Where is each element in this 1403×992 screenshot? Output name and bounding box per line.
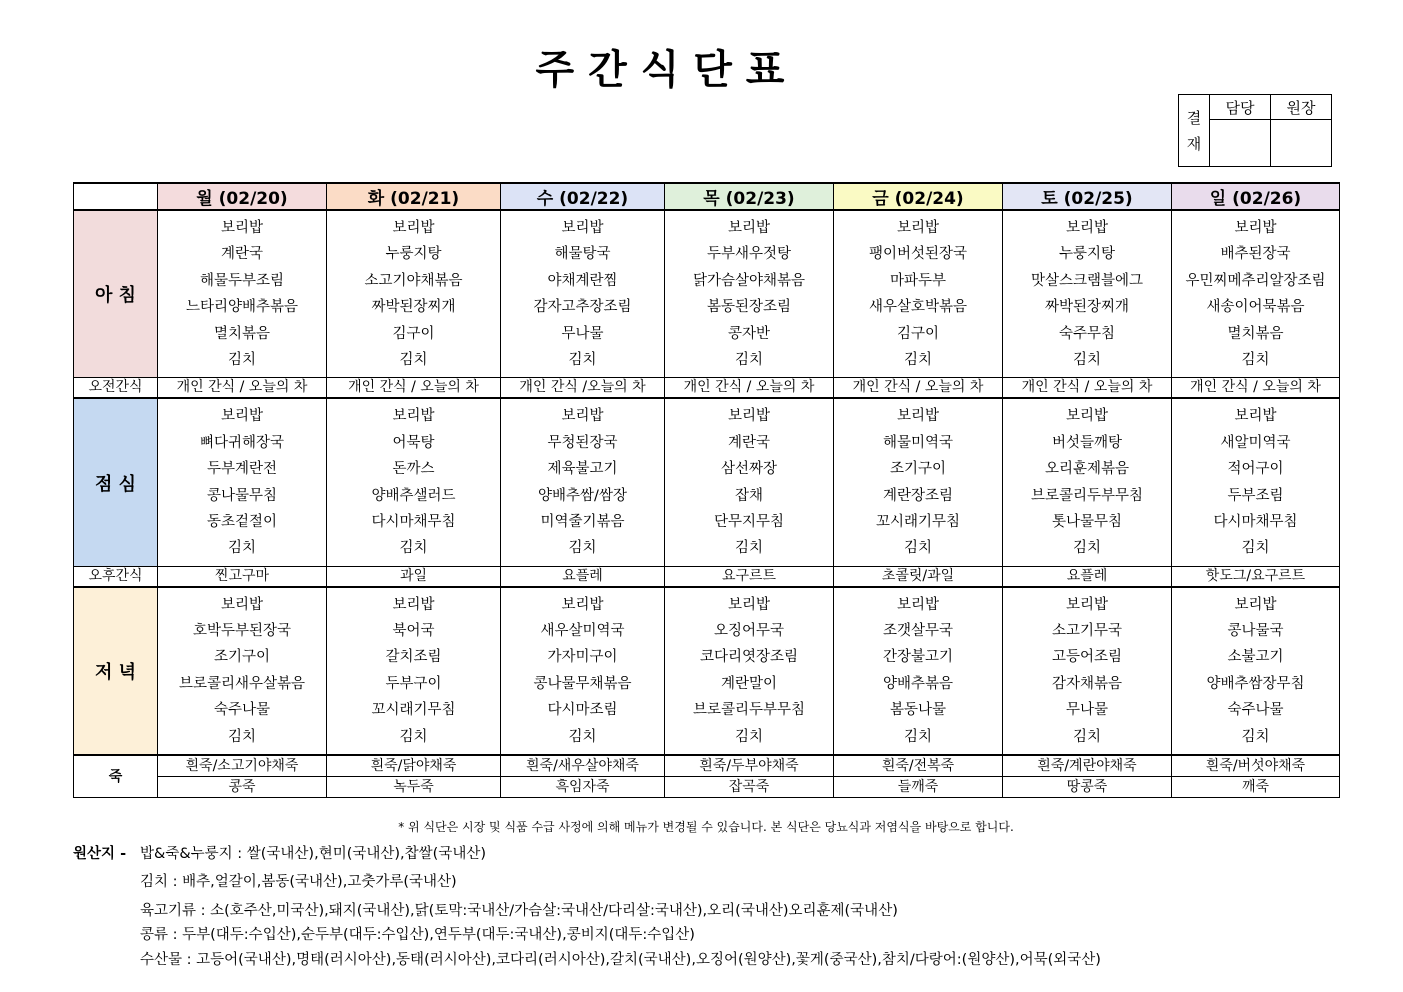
menu-item: 버섯들깨탕	[1051, 434, 1123, 451]
menu-item: 오리훈제볶음	[1044, 461, 1130, 478]
porridge-alt-cell: 들깨죽	[834, 777, 1003, 798]
menu-item: 멸치볶음	[1227, 325, 1284, 342]
breakfast-menu-cell	[665, 210, 834, 378]
menu-item: 숙주나물	[213, 702, 271, 719]
menu-item: 멸치볶음	[213, 325, 271, 342]
menu-item: 보리밥	[561, 596, 604, 613]
origin-line-meat: 육고기류 : 소(호주산,미국산),돼지(국내산),닭(토막:국내산/가슴살:국내산/다리살:국내산),오리(국내산)오리훈제(국내산)	[140, 903, 898, 919]
menu-item: 다시마채무침	[1213, 513, 1298, 530]
menu-item: 김치	[734, 540, 763, 557]
menu-item: 양배추볶음	[882, 675, 954, 692]
menu-item: 어묵탕	[392, 434, 435, 451]
approval-box	[1178, 94, 1332, 167]
menu-item: 배추된장국	[1220, 246, 1291, 263]
corner-cell	[74, 183, 158, 210]
menu-item: 무청된장국	[547, 434, 618, 451]
menu-item: 김치	[1072, 728, 1101, 745]
menu-item: 김구이	[896, 325, 940, 342]
menu-item: 소고기야채볶음	[364, 272, 463, 289]
porridge-cell: 흰죽/계란야채죽	[1003, 755, 1172, 777]
menu-item: 숙주나물	[1227, 702, 1284, 719]
porridge-cell: 흰죽/버섯야채죽	[1172, 755, 1340, 777]
menu-item: 해물두부조림	[199, 272, 285, 289]
origin-line-rice: 밥&죽&누룽지 : 쌀(국내산),현미(국내산),찹쌀(국내산)	[140, 846, 487, 862]
menu-item: 김치	[903, 540, 932, 557]
breakfast-label: 아 침	[74, 210, 158, 378]
day-header: 일 (02/26)	[1172, 183, 1340, 210]
menu-item: 보리밥	[1065, 220, 1109, 236]
day-header: 목 (02/23)	[665, 183, 834, 210]
approval-director-sign[interactable]	[1271, 120, 1332, 167]
menu-item: 계란말이	[720, 675, 778, 692]
menu-item: 다시마조림	[547, 702, 618, 719]
menu-item: 김치	[227, 351, 256, 368]
menu-item: 김치	[568, 540, 597, 557]
day-header: 수 (02/22)	[501, 183, 665, 210]
menu-item: 보리밥	[220, 408, 264, 425]
menu-item: 김치	[903, 351, 932, 368]
menu-item: 새우살호박볶음	[868, 299, 968, 316]
approval-staff-sign[interactable]	[1210, 120, 1271, 167]
menu-item: 마파두부	[889, 272, 947, 289]
menu-item: 삼선짜장	[720, 461, 778, 478]
menu-item: 해물탕국	[554, 246, 611, 263]
menu-item: 봄동나물	[889, 702, 947, 719]
menu-item: 김구이	[392, 325, 435, 342]
pm_snack-cell: 찐고구마	[158, 566, 327, 587]
menu-item: 조기구이	[213, 649, 271, 666]
menu-item: 보리밥	[561, 408, 604, 425]
porridge-alt-cell: 깨죽	[1172, 777, 1340, 798]
breakfast-menu-cell	[327, 210, 501, 378]
menu-item: 보리밥	[727, 408, 771, 425]
menu-item: 김치	[227, 540, 256, 557]
menu-item: 새알미역국	[1220, 434, 1291, 451]
pm_snack-cell: 요구르트	[665, 566, 834, 587]
menu-item: 김치	[903, 728, 932, 745]
menu-item: 두부계란전	[206, 461, 278, 478]
menu-item: 보리밥	[896, 596, 940, 613]
menu-item: 새송이어묵볶음	[1206, 299, 1305, 316]
menu-item: 김치	[399, 540, 428, 557]
pm_snack-cell: 요플레	[501, 566, 665, 587]
menu-item: 맛살스크램블에그	[1030, 272, 1144, 289]
am_snack-cell: 개인 간식 / 오늘의 차	[1172, 378, 1340, 399]
menu-item: 김치	[1072, 351, 1101, 368]
menu-item: 보리밥	[896, 408, 940, 425]
approval-label-bottom: 재	[1186, 134, 1202, 153]
lunch-menu-cell	[665, 398, 834, 566]
lunch-menu-cell	[1003, 398, 1172, 566]
day-header: 금 (02/24)	[834, 183, 1003, 210]
menu-item: 새우살미역국	[540, 623, 625, 640]
menu-item: 잡채	[734, 487, 763, 504]
porridge-cell: 흰죽/소고기야채죽	[158, 755, 327, 777]
pm_snack-cell: 과일	[327, 566, 501, 587]
menu-item: 보리밥	[1234, 596, 1277, 613]
menu-item: 양배추샐러드	[371, 487, 456, 504]
menu-item: 갈치조림	[385, 649, 442, 666]
dinner-menu-cell	[1172, 587, 1340, 755]
porridge-alt-cell: 흑임자죽	[501, 777, 665, 798]
menu-item: 브로콜리새우살볶음	[178, 675, 306, 692]
menu-item: 느타리양배추볶음	[185, 299, 299, 316]
dinner-menu-cell	[327, 587, 501, 755]
menu-item: 양배추쌈/쌈장	[538, 487, 627, 504]
menu-item: 김치	[1241, 728, 1270, 745]
menu-item: 보리밥	[1234, 408, 1277, 425]
porridge-cell: 흰죽/전복죽	[834, 755, 1003, 777]
menu-note: * 위 식단은 시장 및 식품 수급 사정에 의해 메뉴가 변경될 수 있습니다. 본 식단은 당뇨식과 저염식을 바탕으로 합니다.	[398, 820, 1014, 834]
porridge-alt-cell: 콩죽	[158, 777, 327, 798]
menu-item: 봄동된장조림	[706, 299, 792, 316]
menu-item: 보리밥	[1065, 408, 1109, 425]
dinner-menu-cell	[1003, 587, 1172, 755]
menu-item: 짜박된장찌개	[371, 299, 456, 316]
menu-item: 계란국	[220, 246, 264, 263]
pm_snack-cell: 요플레	[1003, 566, 1172, 587]
approval-label	[1179, 95, 1210, 167]
menu-item: 닭가슴살야채볶음	[692, 272, 806, 289]
lunch-menu-cell	[327, 398, 501, 566]
menu-item: 보리밥	[392, 408, 435, 425]
am_snack-label: 오전간식	[74, 378, 158, 399]
lunch-menu-cell	[834, 398, 1003, 566]
menu-item: 오징어무국	[713, 623, 785, 640]
menu-item: 브로콜리두부무침	[692, 702, 806, 719]
menu-item: 김치	[399, 351, 428, 368]
menu-item: 콩나물무침	[206, 487, 278, 504]
am_snack-cell: 개인 간식 / 오늘의 차	[327, 378, 501, 399]
menu-item: 계란국	[727, 434, 771, 451]
menu-item: 콩나물무채볶음	[533, 675, 632, 692]
menu-item: 김치	[568, 351, 597, 368]
menu-item: 보리밥	[896, 220, 940, 236]
menu-item: 소고기무국	[1051, 623, 1123, 640]
menu-item: 보리밥	[1065, 596, 1109, 613]
menu-item: 조기구이	[889, 461, 947, 478]
breakfast-menu-cell	[834, 210, 1003, 378]
menu-item: 간장불고기	[882, 649, 954, 666]
day-header: 월 (02/20)	[158, 183, 327, 210]
am_snack-cell: 개인 간식 / 오늘의 차	[665, 378, 834, 399]
lunch-label: 점 심	[74, 398, 158, 566]
menu-item: 누룽지탕	[385, 246, 442, 263]
menu-item: 짜박된장찌개	[1044, 299, 1130, 316]
porridge-alt-cell: 땅콩죽	[1003, 777, 1172, 798]
breakfast-menu-cell	[501, 210, 665, 378]
menu-item: 김치	[1241, 540, 1270, 557]
approval-staff-header: 담당	[1210, 95, 1271, 120]
menu-item: 감자고추장조림	[533, 299, 632, 316]
menu-item: 김치	[227, 728, 256, 745]
menu-item: 김치	[734, 351, 763, 368]
menu-item: 숙주무침	[1058, 325, 1116, 342]
menu-item: 무나물	[1065, 702, 1109, 719]
menu-item: 호박두부된장국	[192, 623, 292, 640]
pm_snack-label: 오후간식	[74, 566, 158, 587]
lunch-menu-cell	[501, 398, 665, 566]
menu-item: 돈까스	[392, 461, 435, 478]
weekly-menu-table	[73, 182, 1340, 798]
menu-item: 김치	[568, 728, 597, 745]
lunch-menu-cell	[1172, 398, 1340, 566]
menu-item: 동초겉절이	[206, 513, 278, 530]
am_snack-cell: 개인 간식 /오늘의 차	[501, 378, 665, 399]
menu-item: 적어구이	[1227, 461, 1284, 478]
menu-item: 꼬시래기무침	[875, 513, 961, 530]
menu-item: 미역줄기볶음	[540, 513, 625, 530]
dinner-menu-cell	[834, 587, 1003, 755]
origin-label: 원산지 -	[73, 846, 127, 862]
dinner-menu-cell	[501, 587, 665, 755]
breakfast-menu-cell	[1003, 210, 1172, 378]
origin-line-seafood: 수산물 : 고등어(국내산),명태(러시아산),동태(러시아산),코다리(러시아산),갈치(국내산),오징어(원양산),꽃게(중국산),참치/다랑어:(원양산),어묵(외국산)	[140, 952, 1101, 968]
page-title: 주 간 식 단 표	[535, 47, 785, 93]
approval-director-header: 원장	[1271, 95, 1332, 120]
menu-item: 보리밥	[1234, 220, 1277, 236]
pm_snack-cell: 핫도그/요구르트	[1172, 566, 1340, 587]
porridge-label: 죽	[74, 755, 158, 798]
breakfast-menu-cell	[158, 210, 327, 378]
approval-label-top: 결	[1186, 108, 1202, 127]
day-header: 토 (02/25)	[1003, 183, 1172, 210]
menu-item: 뼈다귀해장국	[199, 434, 285, 451]
menu-item: 코다리엿장조림	[699, 649, 799, 666]
menu-item: 꼬시래기무침	[371, 702, 456, 719]
menu-item: 두부구이	[385, 675, 442, 692]
menu-item: 보리밥	[727, 596, 771, 613]
dinner-menu-cell	[665, 587, 834, 755]
am_snack-cell: 개인 간식 / 오늘의 차	[1003, 378, 1172, 399]
menu-item: 가자미구이	[547, 649, 618, 666]
menu-item: 우민찌메추리알장조림	[1185, 272, 1326, 289]
menu-item: 김치	[1241, 351, 1270, 368]
menu-item: 무나물	[561, 325, 604, 342]
menu-item: 두부조림	[1227, 487, 1284, 504]
origin-line-kimchi: 김치 : 배추,얼갈이,봄동(국내산),고춧가루(국내산)	[140, 874, 457, 890]
lunch-menu-cell	[158, 398, 327, 566]
porridge-cell: 흰죽/두부야채죽	[665, 755, 834, 777]
day-header: 화 (02/21)	[327, 183, 501, 210]
menu-item: 보리밥	[392, 596, 435, 613]
menu-item: 콩자반	[727, 325, 771, 342]
menu-item: 해물미역국	[882, 434, 954, 451]
menu-item: 보리밥	[561, 220, 604, 236]
menu-item: 제육불고기	[547, 461, 618, 478]
menu-item: 보리밥	[220, 596, 264, 613]
menu-item: 누룽지탕	[1058, 246, 1116, 263]
porridge-cell: 흰죽/닭야채죽	[327, 755, 501, 777]
origin-line-beans: 콩류 : 두부(대두:수입산),순두부(대두:수입산),연두부(대두:국내산),콩비지(대두:수입산)	[140, 927, 695, 943]
porridge-alt-cell: 잡곡죽	[665, 777, 834, 798]
menu-item: 팽이버섯된장국	[868, 246, 968, 263]
menu-item: 김치	[1072, 540, 1101, 557]
dinner-label: 저 녁	[74, 587, 158, 755]
menu-item: 브로콜리두부무침	[1030, 487, 1144, 504]
menu-item: 톳나물무침	[1051, 513, 1123, 530]
menu-item: 콩나물국	[1227, 623, 1284, 640]
menu-item: 북어국	[392, 623, 435, 640]
pm_snack-cell: 초콜릿/과일	[834, 566, 1003, 587]
menu-item: 고등어조림	[1051, 649, 1123, 666]
menu-item: 다시마채무침	[371, 513, 456, 530]
porridge-alt-cell: 녹두죽	[327, 777, 501, 798]
menu-item: 김치	[734, 728, 763, 745]
menu-item: 조갯살무국	[882, 623, 954, 640]
menu-item: 단무지무침	[713, 513, 785, 530]
menu-item: 보리밥	[727, 220, 771, 236]
menu-item: 김치	[399, 728, 428, 745]
porridge-cell: 흰죽/새우살야채죽	[501, 755, 665, 777]
menu-item: 야채계란찜	[547, 272, 618, 289]
dinner-menu-cell	[158, 587, 327, 755]
menu-item: 양배추쌈장무침	[1206, 675, 1305, 692]
menu-item: 감자채볶음	[1051, 675, 1123, 692]
am_snack-cell: 개인 간식 / 오늘의 차	[158, 378, 327, 399]
menu-item: 계란장조림	[882, 487, 954, 504]
menu-item: 소불고기	[1227, 649, 1284, 666]
menu-item: 두부새우젓탕	[706, 246, 792, 263]
menu-item: 보리밥	[220, 220, 264, 236]
am_snack-cell: 개인 간식 / 오늘의 차	[834, 378, 1003, 399]
breakfast-menu-cell	[1172, 210, 1340, 378]
menu-item: 보리밥	[392, 220, 435, 236]
